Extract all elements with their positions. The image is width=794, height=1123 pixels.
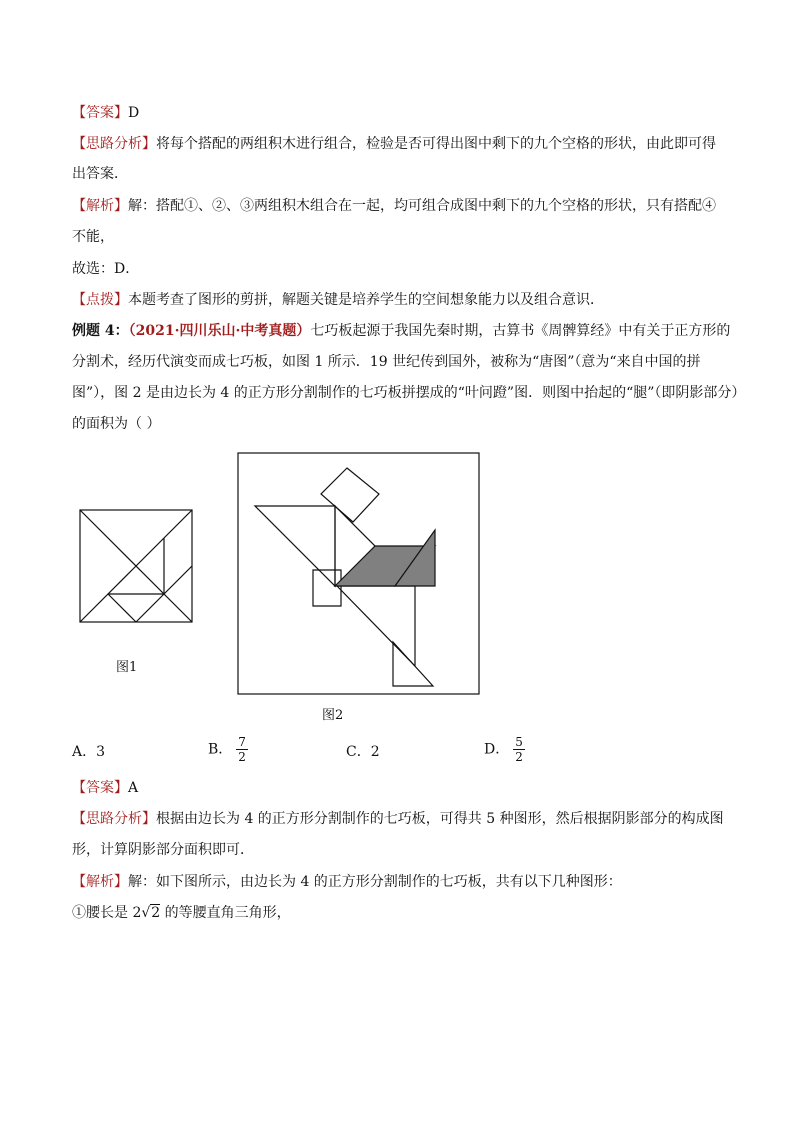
figure-1-caption: 图1: [116, 660, 138, 675]
answer-line-2: [72, 778, 138, 798]
analysis-2-text: 根据由边长为 4 的正方形分割制作的七巧板，可得共 5 种图形，然后根据阴影部分的构成图: [156, 811, 724, 827]
fig1-small-diag-1: [108, 594, 136, 622]
item-1-prefix: ①腰长是 2: [72, 905, 142, 921]
analysis-line-2: 出答案．: [72, 166, 128, 182]
answer-value: D: [128, 105, 140, 121]
analysis-text: 将每个搭配的两组积木进行组合，检验是否可得出图中剩下的九个空格的形状，由此即可得: [156, 136, 716, 152]
solution-line-1: [72, 196, 716, 216]
solution-line-3: 故选：D．: [72, 261, 140, 277]
option-b-prefix: B．: [208, 741, 233, 758]
analysis-line-1: [72, 134, 716, 154]
example-label: 例题 4：: [72, 323, 129, 339]
analysis-2-tag: 【思路分析】: [72, 811, 156, 827]
example-line-2: 分割术，经历代演变而成七巧板，如图 1 所示．19 世纪传到国外，被称为“唐图”（意为“来自中国的拼: [72, 354, 701, 370]
fig2-body-triangle: [255, 506, 335, 586]
sqrt-expression: √2: [141, 905, 161, 921]
tangram-figure-1: [78, 508, 198, 628]
option-b: [208, 735, 248, 764]
example-line-4: 的面积为（ ）: [72, 416, 161, 432]
solution-line-2: 不能，: [72, 229, 114, 245]
analysis-2-line-1: [72, 809, 724, 829]
sqrt-radicand: 2: [151, 905, 161, 921]
answer-tag: 【答案】: [72, 105, 128, 121]
comment-text: 本题考查了图形的剪拼，解题关键是培养学生的空间想象能力以及组合意识．: [128, 292, 604, 308]
solution-2-text: 解：如下图所示，由边长为 4 的正方形分割制作的七巧板，共有以下几种图形：: [128, 874, 622, 890]
fig2-head-square: [321, 468, 379, 522]
example-line-3: 图”），图 2 是由边长为 4 的正方形分割制作的七巧板拼摆成的“叶问蹬”图．则图中抬起的“腿”（即阴影部分）: [72, 385, 746, 401]
answer-2-value: A: [128, 780, 139, 796]
solution-text: 解：搭配①、②、③两组积木组合在一起，均可组合成图中剩下的九个空格的形状，只有搭配④: [128, 198, 716, 214]
solution-tag: 【解析】: [72, 198, 128, 214]
option-b-denominator: 2: [238, 750, 246, 764]
example-line-1: [72, 321, 730, 341]
answer-line-1: [72, 103, 139, 123]
option-a: A．3: [72, 744, 106, 760]
solution-2-line-1: [72, 872, 622, 892]
option-d: [484, 735, 525, 764]
example-source: （2021·四川乐山·中考真题）: [128, 323, 311, 339]
option-b-fraction: [236, 735, 248, 764]
tangram-figure-2: [237, 452, 481, 696]
option-d-numerator: 5: [515, 735, 523, 749]
option-d-denominator: 2: [515, 750, 523, 764]
fig2-foot-triangle: [393, 642, 433, 686]
option-d-fraction: [513, 735, 525, 764]
solution-2-tag: 【解析】: [72, 874, 128, 890]
solution-2-item-1: [72, 903, 291, 923]
option-d-prefix: D．: [484, 741, 510, 758]
analysis-2-line-2: 形，计算阴影部分面积即可．: [72, 842, 254, 858]
figure-2-caption: 图2: [322, 708, 344, 723]
fig2-hip-square: [313, 570, 341, 606]
answer-2-tag: 【答案】: [72, 780, 128, 796]
option-b-numerator: 7: [238, 735, 246, 749]
comment-line: [72, 290, 604, 310]
comment-tag: 【点拨】: [72, 292, 128, 308]
option-c: C．2: [346, 744, 380, 760]
example-text-1: 七巧板起源于我国先秦时期，古算书《周髀算经》中有关于正方形的: [310, 323, 731, 339]
item-1-suffix: 的等腰直角三角形，: [160, 905, 291, 921]
analysis-tag: 【思路分析】: [72, 136, 156, 152]
